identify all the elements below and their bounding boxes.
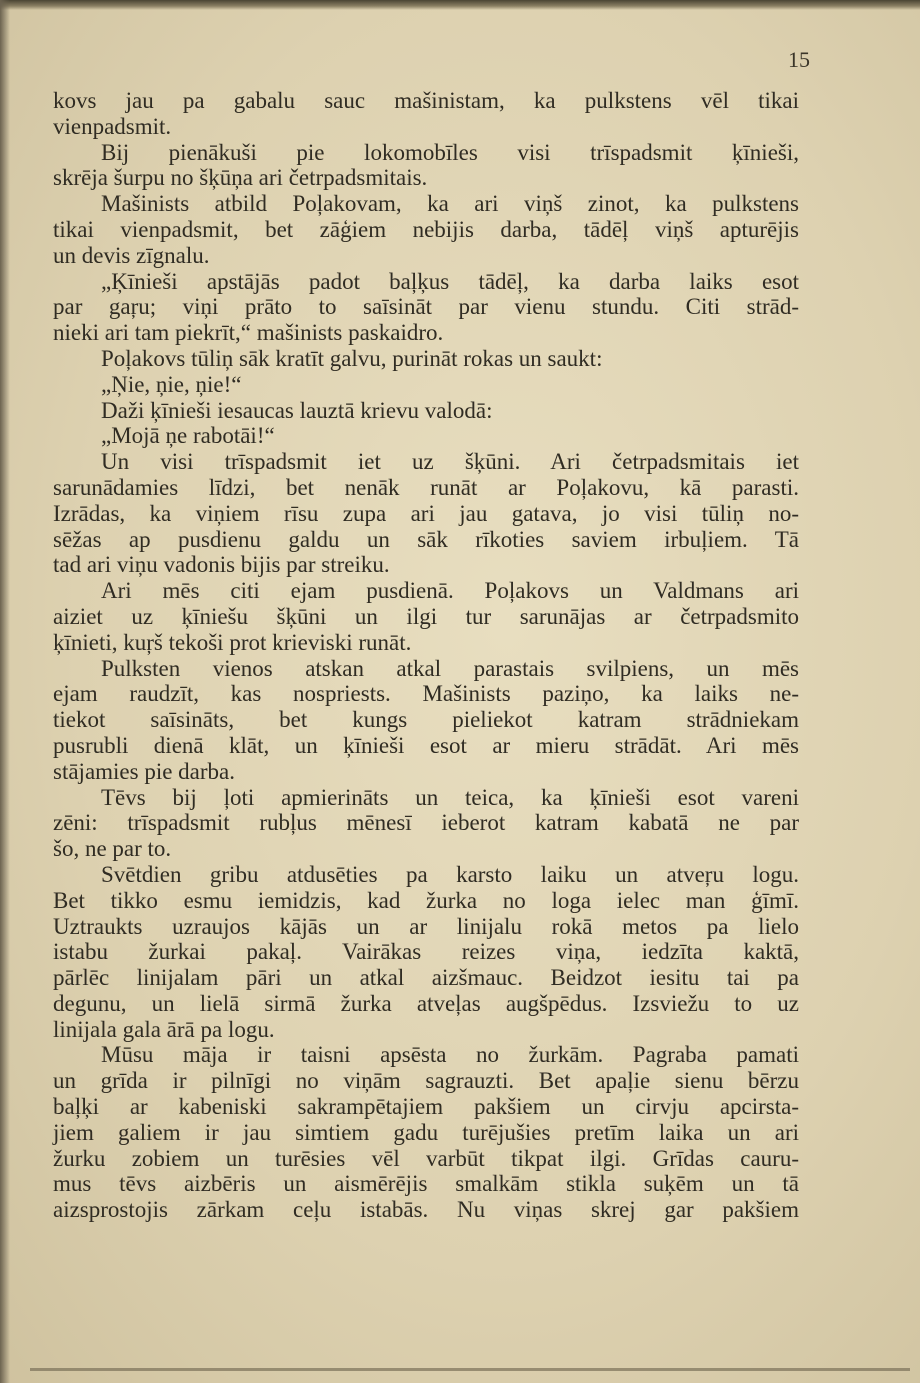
text-line: skrēja šurpu no šķūņa ari četrpadsmitais. — [53, 165, 428, 191]
text-line: aizsprostojis zārkam ceļu istabās. Nu viņas skrej gar pakšiem — [53, 1197, 799, 1223]
page-number: 15 — [788, 47, 810, 72]
text-line: žurku zobiem un turēsies vēl varbūt tikpat ilgi. Grīdas cauru- — [53, 1145, 799, 1171]
text-line: tad ari viņu vadonis bijis par streiku. — [53, 552, 390, 578]
text-line: linijala gala ārā pa logu. — [53, 1016, 275, 1042]
text-line: Daži ķīnieši iesaucas lauztā krievu valodā: — [101, 397, 493, 423]
text-line: par gaŗu; viņi prāto to saīsināt par vienu stundu. Citi strād- — [53, 294, 799, 320]
text-line: ķīnieti, kuŗš tekoši prot krieviski runāt. — [53, 629, 412, 655]
text-line: un grīda ir pilnīgi no viņām sagrauzti. Bet apaļie sienu bērzu — [53, 1068, 799, 1094]
text-line: jiem galiem ir jau simtiem gadu turējušies pretīm laika un ari — [53, 1119, 799, 1145]
text-line: sēžas ap pusdienu galdu un sāk rīkoties saviem irbuļiem. Tā — [53, 526, 799, 552]
text-line: istabu žurkai pakaļ. Vairākas reizes viņa, iedzīta kaktā, — [53, 939, 799, 965]
text-line: Pulksten vienos atskan atkal parastais svilpiens, un mēs — [101, 655, 799, 681]
text-line: pusrubli dienā klāt, un ķīnieši esot ar mieru strādāt. Ari mēs — [53, 732, 799, 758]
text-line: kovs jau pa gabalu sauc mašinistam, ka pulkstens vēl tikai — [53, 88, 799, 113]
text-line: stājamies pie darba. — [53, 758, 236, 784]
text-line: Un visi trīspadsmit iet uz šķūni. Ari četrpadsmitais iet — [101, 449, 799, 475]
text-line: aiziet uz ķīniešu šķūni un ilgi tur sarunājas ar četrpadsmito — [53, 603, 799, 629]
page-top-edge — [0, 0, 920, 10]
text-line: Poļakovs tūliņ sāk kratīt galvu, purināt rokas un saukt: — [101, 345, 603, 371]
text-line: šo, ne par to. — [53, 836, 172, 862]
text-line: Svētdien gribu atdusēties pa karsto laiku un atveŗu logu. — [101, 861, 799, 887]
text-line: nieki ari tam piekrīt,“ mašinists paskaidro. — [53, 320, 444, 346]
text-line: pārlēc linijalam pāri un atkal aizšmauc. Beidzot iesitu tai pa — [53, 965, 799, 991]
text-line: Bij pienākuši pie lokomobīles visi trīspadsmit ķīnieši, — [101, 139, 799, 165]
text-line: baļķi ar kabeniski sakrampētajiem pakšiem un cirvju apcirsta- — [53, 1094, 799, 1120]
text-line: Uztraukts uzraujos kājās un ar linijalu rokā metos pa lielo — [53, 913, 799, 939]
text-line: „Ņie, ņie, ņie!“ — [101, 371, 242, 397]
text-line: degunu, un lielā sirmā žurka atveļas augšpēdus. Izsviežu to uz — [53, 990, 799, 1016]
page-bottom-edge — [30, 1368, 910, 1371]
text-line: zēni: trīspadsmit rubļus mēnesī ieberot katram kabatā ne par — [53, 810, 799, 836]
body-text — [53, 88, 799, 1223]
text-line: „Mojā ņe rabotāi!“ — [101, 423, 275, 449]
text-line: Tēvs bij ļoti apmierināts un teica, ka ķīnieši esot vareni — [101, 784, 799, 810]
text-line: tikai vienpadsmit, bet zāģiem nebijis darba, tādēļ viņš apturējis — [53, 216, 799, 242]
text-line: mus tēvs aizbēris un aismērējis smalkām stikla suķēm un tā — [53, 1171, 799, 1197]
text-line: Mūsu māja ir taisni apsēsta no žurkām. Pagraba pamati — [101, 1042, 799, 1068]
text-line: un devis zīgnalu. — [53, 242, 210, 268]
text-line: tiekot saīsināts, bet kungs pieliekot katram strādniekam — [53, 707, 799, 733]
text-line: ejam raudzīt, kas nospriests. Mašinists paziņo, ka laiks ne- — [53, 681, 799, 707]
text-line: Bet tikko esmu iemidzis, kad žurka no loga ielec man ģīmī. — [53, 887, 799, 913]
text-line: Izrādas, ka viņiem rīsu zupa ari jau gatava, jo visi tūliņ no- — [53, 500, 799, 526]
text-line: sarunādamies līdzi, bet nenāk runāt ar Poļakovu, kā parasti. — [53, 474, 799, 500]
text-line: vienpadsmit. — [53, 113, 172, 139]
text-line: Mašinists atbild Poļakovam, ka ari viņš zinot, ka pulkstens — [101, 191, 799, 217]
page-left-edge — [0, 0, 10, 1383]
text-line: Ari mēs citi ejam pusdienā. Poļakovs un Valdmans ari — [101, 578, 799, 604]
text-line: „Ķīnieši apstājās padot baļķus tādēļ, ka darba laiks esot — [101, 268, 799, 294]
